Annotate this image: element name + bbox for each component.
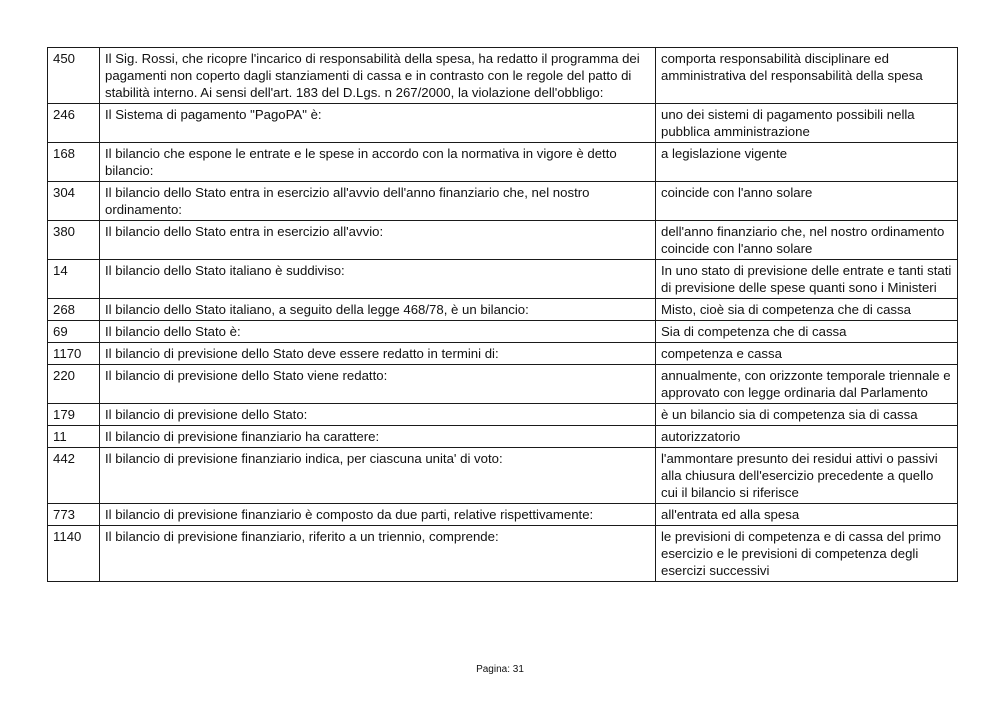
question-text: Il bilancio di previsione dello Stato viene redatto: bbox=[100, 365, 656, 404]
question-number: 1140 bbox=[48, 526, 100, 582]
question-number: 246 bbox=[48, 104, 100, 143]
question-number: 69 bbox=[48, 321, 100, 343]
question-text: Il bilancio di previsione finanziario ha carattere: bbox=[100, 426, 656, 448]
question-text: Il bilancio di previsione finanziario, riferito a un triennio, comprende: bbox=[100, 526, 656, 582]
table-row bbox=[48, 104, 958, 143]
table-row bbox=[48, 448, 958, 504]
question-text: Il Sistema di pagamento "PagoPA" è: bbox=[100, 104, 656, 143]
table-row bbox=[48, 182, 958, 221]
question-text: Il bilancio di previsione dello Stato: bbox=[100, 404, 656, 426]
questions-table bbox=[47, 47, 958, 582]
table-row bbox=[48, 504, 958, 526]
table-row bbox=[48, 426, 958, 448]
table-row bbox=[48, 143, 958, 182]
answer-text: Sia di competenza che di cassa bbox=[656, 321, 958, 343]
table-row bbox=[48, 526, 958, 582]
question-number: 220 bbox=[48, 365, 100, 404]
answer-text: annualmente, con orizzonte temporale triennale e approvato con legge ordinaria dal Parlamento bbox=[656, 365, 958, 404]
table-row bbox=[48, 299, 958, 321]
question-number: 380 bbox=[48, 221, 100, 260]
answer-text: all'entrata ed alla spesa bbox=[656, 504, 958, 526]
question-number: 1170 bbox=[48, 343, 100, 365]
question-text: Il bilancio dello Stato entra in esercizio all'avvio: bbox=[100, 221, 656, 260]
answer-text: l'ammontare presunto dei residui attivi o passivi alla chiusura dell'esercizio precedente a quello cui il bilancio si riferisce bbox=[656, 448, 958, 504]
answer-text: In uno stato di previsione delle entrate e tanti stati di previsione delle spese quanti sono i Ministeri bbox=[656, 260, 958, 299]
answer-text: autorizzatorio bbox=[656, 426, 958, 448]
answer-text: le previsioni di competenza e di cassa del primo esercizio e le previsioni di competenza degli esercizi successivi bbox=[656, 526, 958, 582]
table-row bbox=[48, 321, 958, 343]
question-text: Il bilancio dello Stato italiano è suddiviso: bbox=[100, 260, 656, 299]
table-row bbox=[48, 365, 958, 404]
table-row bbox=[48, 221, 958, 260]
question-text: Il bilancio dello Stato entra in esercizio all'avvio dell'anno finanziario che, nel nostro ordinamento: bbox=[100, 182, 656, 221]
answer-text: è un bilancio sia di competenza sia di cassa bbox=[656, 404, 958, 426]
question-text: Il bilancio dello Stato è: bbox=[100, 321, 656, 343]
question-number: 168 bbox=[48, 143, 100, 182]
question-text: Il bilancio di previsione dello Stato deve essere redatto in termini di: bbox=[100, 343, 656, 365]
answer-text: comporta responsabilità disciplinare ed amministrativa del responsabilità della spesa bbox=[656, 48, 958, 104]
question-text: Il Sig. Rossi, che ricopre l'incarico di responsabilità della spesa, ha redatto il programma dei pagamenti non coperto dagli stanziamenti di cassa e in contrasto con le regole del patto di stabilità interno. Ai sensi dell'art. 183 del D.Lgs. n 267/2000, la violazione dell'obbligo: bbox=[100, 48, 656, 104]
answer-text: a legislazione vigente bbox=[656, 143, 958, 182]
table-row bbox=[48, 343, 958, 365]
question-number: 304 bbox=[48, 182, 100, 221]
question-number: 442 bbox=[48, 448, 100, 504]
question-text: Il bilancio che espone le entrate e le spese in accordo con la normativa in vigore è detto bilancio: bbox=[100, 143, 656, 182]
table-row bbox=[48, 260, 958, 299]
answer-text: Misto, cioè sia di competenza che di cassa bbox=[656, 299, 958, 321]
table-row bbox=[48, 404, 958, 426]
answer-text: competenza e cassa bbox=[656, 343, 958, 365]
question-text: Il bilancio di previsione finanziario indica, per ciascuna unita' di voto: bbox=[100, 448, 656, 504]
answer-text: coincide con l'anno solare bbox=[656, 182, 958, 221]
answer-text: dell'anno finanziario che, nel nostro ordinamento coincide con l'anno solare bbox=[656, 221, 958, 260]
question-number: 179 bbox=[48, 404, 100, 426]
question-number: 11 bbox=[48, 426, 100, 448]
question-number: 14 bbox=[48, 260, 100, 299]
question-number: 268 bbox=[48, 299, 100, 321]
table-row bbox=[48, 48, 958, 104]
question-text: Il bilancio di previsione finanziario è composto da due parti, relative rispettivamente: bbox=[100, 504, 656, 526]
question-number: 773 bbox=[48, 504, 100, 526]
answer-text: uno dei sistemi di pagamento possibili nella pubblica amministrazione bbox=[656, 104, 958, 143]
question-number: 450 bbox=[48, 48, 100, 104]
page-number: Pagina: 31 bbox=[476, 664, 524, 675]
question-text: Il bilancio dello Stato italiano, a seguito della legge 468/78, è un bilancio: bbox=[100, 299, 656, 321]
